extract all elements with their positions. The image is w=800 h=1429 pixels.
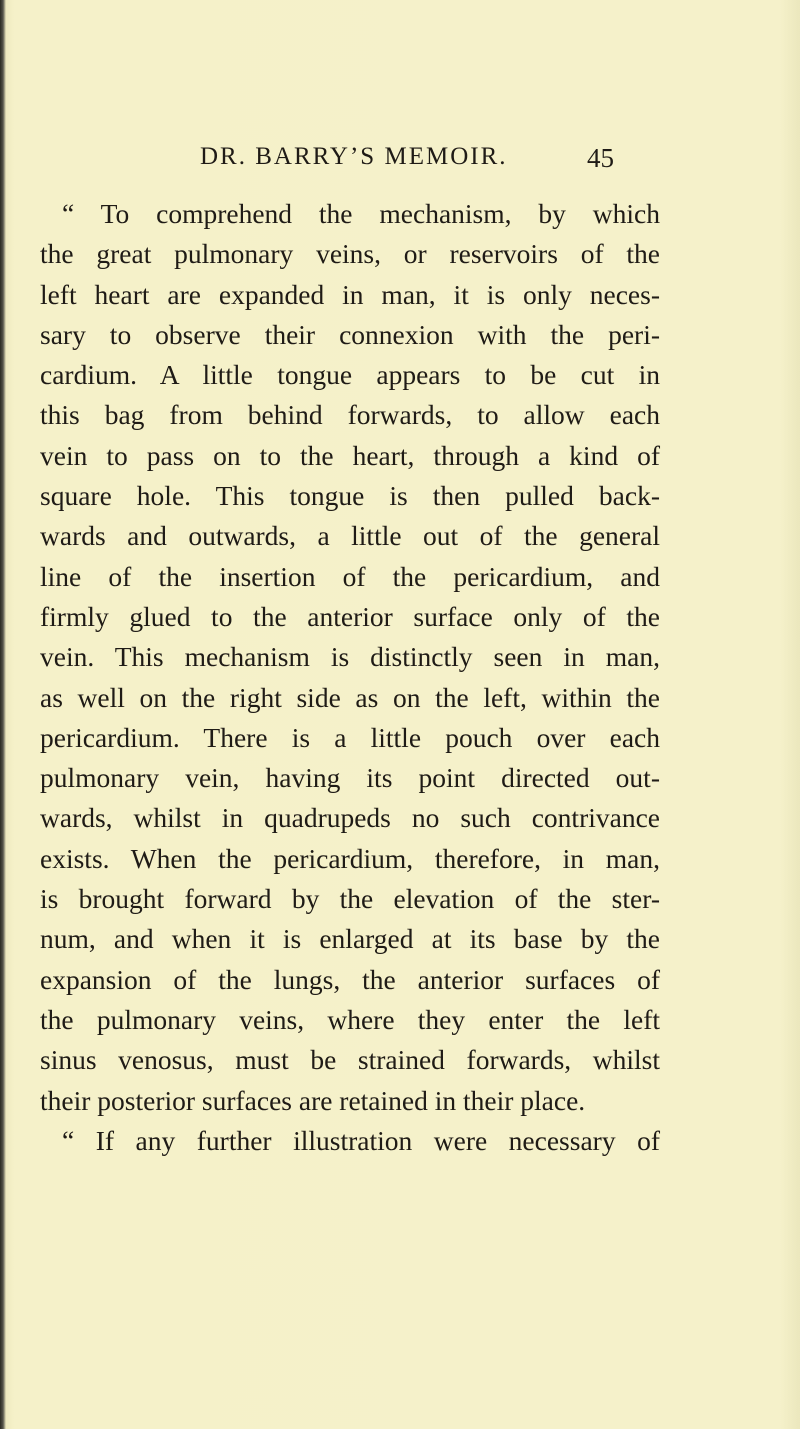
running-title: DR. BARRY’S MEMOIR. (200, 143, 508, 170)
text-line: vein to pass on to the heart, through a kind of (40, 439, 660, 471)
text-line: “ To comprehend the mechanism, by which (62, 198, 660, 229)
page-number: 45 (587, 143, 614, 173)
text-line: cardium. A little tongue appears to be cut in (40, 359, 660, 391)
text-line: expansion of the lungs, the anterior surfaces of (40, 963, 660, 995)
text-line: pulmonary vein, having its point directed out- (40, 762, 660, 794)
text-line: firmly glued to the anterior surface only of the (40, 600, 660, 632)
body-text (40, 194, 660, 1161)
text-line: as well on the right side as on the left, within the (40, 681, 660, 713)
text-line: square hole. This tongue is then pulled back- (40, 480, 660, 512)
binding-edge-shadow (0, 0, 6, 1429)
text-line: is brought forward by the elevation of the ster- (40, 883, 660, 915)
text-line: pericardium. There is a little pouch over each (40, 721, 660, 753)
text-line: exists. When the pericardium, therefore, in man, (40, 842, 660, 874)
text-line: line of the insertion of the pericardium, and (40, 560, 660, 592)
running-head (0, 143, 800, 177)
text-line: wards, whilst in quadrupeds no such contrivance (40, 802, 660, 834)
text-line: this bag from behind forwards, to allow each (40, 399, 660, 431)
text-line: vein. This mechanism is distinctly seen in man, (40, 641, 660, 673)
text-line: wards and outwards, a little out of the general (40, 520, 660, 552)
text-line: num, and when it is enlarged at its base by the (40, 923, 660, 955)
text-line: left heart are expanded in man, it is only neces- (40, 278, 660, 310)
text-line: the great pulmonary veins, or reservoirs of the (40, 238, 660, 270)
text-line: their posterior surfaces are retained in their place. (40, 1084, 586, 1116)
text-line: sinus venosus, must be strained forwards, whilst (40, 1044, 660, 1076)
text-line: the pulmonary veins, where they enter the left (40, 1003, 660, 1035)
text-line: “ If any further illustration were necessary of (62, 1124, 660, 1156)
text-line: sary to observe their connexion with the peri- (40, 318, 660, 350)
